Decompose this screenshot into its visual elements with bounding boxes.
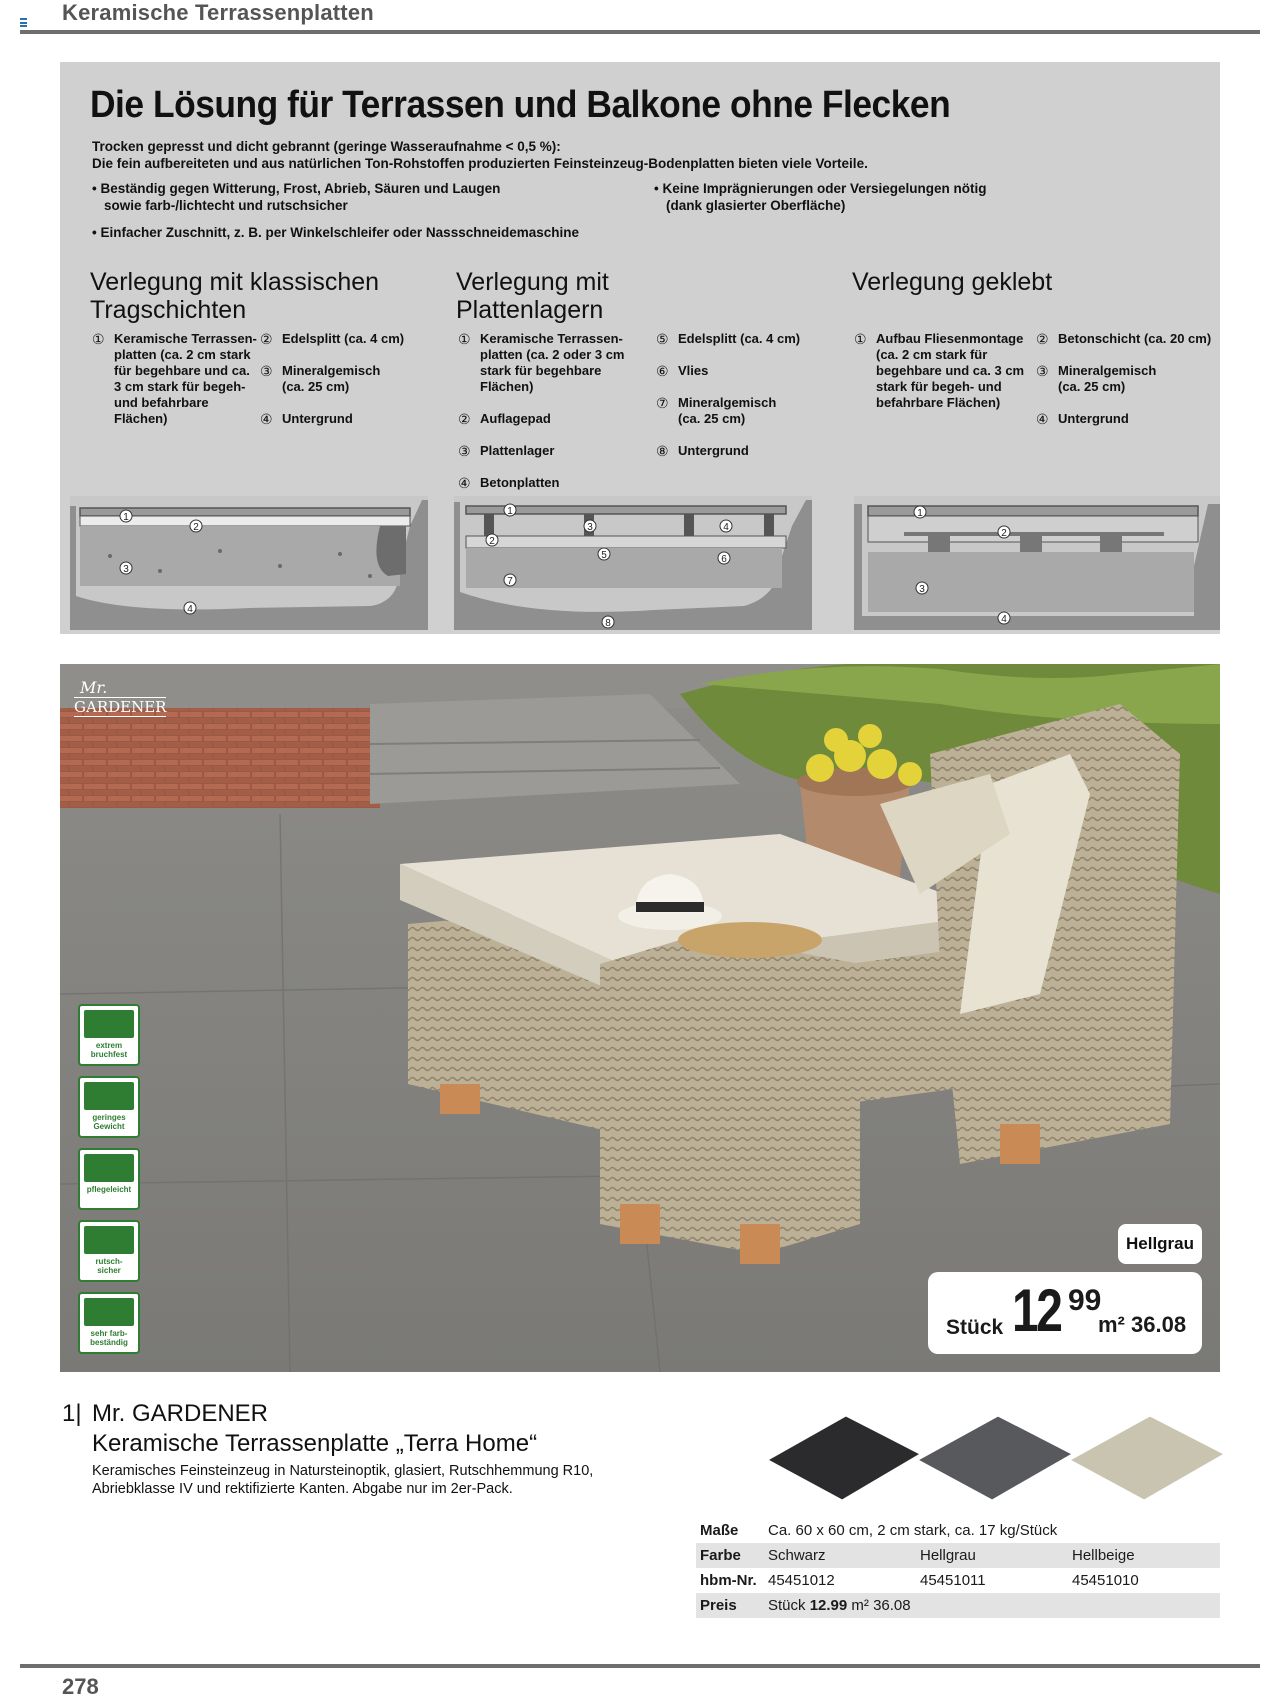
bullet-no-sealing: • Keine Imprägnierungen oder Versiegelungen nötig: [654, 181, 987, 196]
product-desc-line-2: Abriebklasse IV und rektifizierte Kanten. Abgabe nur im 2er-Pack.: [92, 1481, 513, 1497]
section-pedestal-list-1: [458, 331, 658, 507]
swatch-lightbeige: [1070, 1416, 1224, 1500]
logo-mr-text: Mr.: [80, 678, 108, 697]
badge-colorfast: [78, 1292, 140, 1354]
legend-item: ② Betonschicht (ca. 20 cm): [1036, 331, 1212, 347]
legend-item: ③ Mineralgemisch (ca. 25 cm): [1036, 363, 1157, 394]
section-classic-title: [90, 268, 379, 324]
section-pedestal-list-2: [656, 331, 836, 475]
swatch-lightgrey: [918, 1416, 1072, 1500]
diagram-label: 3: [587, 522, 593, 533]
legend-item: ⑤ Edelsplitt (ca. 4 cm): [656, 331, 801, 347]
badge-label: rutsch- sicher: [95, 1257, 123, 1275]
section-classic-list-2: [260, 331, 440, 443]
table-row-farbe: [696, 1543, 1220, 1568]
table-cell: Hellbeige: [1072, 1547, 1135, 1564]
section-glued-title-1: Verlegung geklebt: [852, 268, 1053, 296]
bullet-weather-cont: sowie farb-/lichtecht und rutschsicher: [104, 198, 348, 213]
legend-item: ① Keramische Terrassen- platten (ca. 2 cm stark für begehbare und ca. 3 cm stark für begeh- und befahrbare Flächen): [92, 331, 257, 426]
diagram-label: 5: [601, 550, 607, 561]
badge-lightweight: [78, 1076, 140, 1138]
price-unit: Stück: [946, 1316, 1004, 1339]
product-description: [92, 1462, 612, 1498]
product-brand: Mr. GARDENER: [92, 1400, 269, 1427]
diagram-label: 7: [507, 576, 513, 587]
section-classic-title-1: Verlegung mit klassischen: [90, 268, 380, 296]
bullet-weather: • Beständig gegen Witterung, Frost, Abrieb, Säuren und Laugen: [92, 181, 501, 196]
badge-easy-care: [78, 1148, 140, 1210]
swatch-black: [768, 1416, 920, 1500]
intro-line-1: Trocken gepresst und dicht gebrannt (geringe Wasseraufnahme < 0,5 %):: [92, 139, 561, 154]
section-classic-title-2: Tragschichten: [90, 296, 247, 324]
table-cell: Schwarz: [768, 1547, 826, 1564]
table-row-hbm: [696, 1568, 1220, 1593]
table-header: Farbe: [700, 1547, 741, 1564]
diagram-label: 6: [721, 554, 727, 565]
section-classic-list-1: [92, 331, 262, 443]
bullet-cutting: • Einfacher Zuschnitt, z. B. per Winkelschleifer oder Nassschneidemaschine: [92, 225, 580, 240]
legend-item: ② Edelsplitt (ca. 4 cm): [260, 331, 405, 347]
price-per-m2: m² 36.08: [1098, 1312, 1187, 1337]
price-prefix: Stück: [768, 1597, 806, 1614]
spec-table: [696, 1518, 1220, 1618]
section-pedestal-title-2: Plattenlagern: [456, 296, 604, 324]
page-marker-icon: [20, 18, 27, 27]
table-row-preis: [696, 1593, 1220, 1618]
price-cents: 99: [1068, 1284, 1102, 1317]
diagram-label: 4: [187, 604, 193, 615]
section-glued-title: [852, 268, 1052, 296]
legend-item: ⑦ Mineralgemisch (ca. 25 cm): [656, 395, 777, 426]
table-header: hbm-Nr.: [700, 1572, 757, 1589]
legend-item: ① Keramische Terrassen- platten (ca. 2 oder 3 cm stark für begehbare Flächen): [458, 331, 625, 394]
section-glued-list-2: [1036, 331, 1216, 443]
product-number: 1|: [62, 1400, 82, 1427]
brand-logo: [74, 678, 174, 728]
legend-item: ⑥ Vlies: [656, 363, 709, 379]
table-cell: 45451010: [1072, 1572, 1139, 1589]
legend-item: ④ Untergrund: [1036, 411, 1129, 427]
footer-rule: [20, 1664, 1260, 1668]
badge-label: geringes Gewicht: [92, 1113, 126, 1131]
legend-item: ① Aufbau Fliesenmontage (ca. 2 cm stark für begehbare und ca. 3 cm stark für begeh- und befahrbare Flächen): [854, 331, 1025, 410]
cleaning-icon: [84, 1154, 134, 1182]
diagram-pedestal: [454, 496, 812, 630]
diagram-label: 3: [123, 564, 129, 575]
legend-item: ④ Betonplatten: [458, 475, 560, 491]
feather-icon: [84, 1082, 134, 1110]
sun-snow-icon: [84, 1298, 134, 1326]
legend-item: ② Auflagepad: [458, 411, 551, 427]
logo-gardener-text: GARDENER: [74, 698, 167, 716]
info-intro: [92, 138, 1092, 172]
intro-line-2: Die fein aufbereiteten und aus natürlichen Ton-Rohstoffen produzierten Feinsteinzeug-Bodenplatten bieten viele Vorteile.: [92, 156, 868, 171]
price-value: 12.99: [809, 1597, 848, 1614]
badge-slip-resistant: [78, 1220, 140, 1282]
diagram-label: 1: [917, 508, 923, 519]
diagram-label: 8: [605, 618, 611, 629]
legend-item: ③ Mineralgemisch (ca. 25 cm): [260, 363, 381, 394]
product-desc-line-1: Keramisches Feinsteinzeug in Natursteinoptik, glasiert, Rutschhemmung R10,: [92, 1463, 594, 1479]
diagram-label: 4: [1001, 614, 1007, 625]
table-cell: Ca. 60 x 60 cm, 2 cm stark, ca. 17 kg/Stück: [768, 1522, 1058, 1539]
table-header: Maße: [700, 1522, 739, 1539]
page-section-title: Keramische Terrassenplatten: [62, 0, 374, 25]
badge-label: extrem bruchfest: [90, 1041, 128, 1059]
badge-break-resistant: [78, 1004, 140, 1066]
table-cell-price: [768, 1593, 911, 1618]
tile-swatches: [760, 1410, 1230, 1520]
product-name: Keramische Terrassenplatte „Terra Home“: [92, 1430, 538, 1457]
hammer-icon: [84, 1010, 134, 1038]
diagram-label: 2: [193, 522, 199, 533]
section-pedestal-title-1: Verlegung mit: [456, 268, 609, 296]
section-pedestal-title: [456, 268, 609, 324]
table-row-masse: [696, 1518, 1220, 1543]
price-euros: 12: [1012, 1277, 1061, 1344]
table-cell: Hellgrau: [920, 1547, 976, 1564]
legend-item: ④ Untergrund: [260, 411, 353, 427]
boot-icon: [84, 1226, 134, 1254]
product-photo: [60, 664, 1220, 1372]
diagram-glued: [854, 496, 1220, 630]
badge-label: sehr farb- beständig: [90, 1329, 128, 1347]
table-cell: 45451012: [768, 1572, 835, 1589]
table-header: Preis: [700, 1597, 737, 1614]
price-box: [928, 1272, 1202, 1354]
diagram-label: 2: [489, 536, 495, 547]
section-glued-list-1: [854, 331, 1034, 427]
price-m2: m² 36.08: [851, 1597, 911, 1614]
diagram-label: 1: [123, 512, 129, 523]
table-cell: 45451011: [920, 1572, 986, 1589]
legend-item: ③ Plattenlager: [458, 443, 555, 459]
color-tag: Hellgrau: [1118, 1224, 1202, 1264]
bullet-no-sealing-cont: (dank glasierter Oberfläche): [666, 198, 846, 213]
badge-label: pflegeleicht: [86, 1185, 132, 1194]
diagram-label: 2: [1001, 528, 1007, 539]
legend-item: ⑧ Untergrund: [656, 443, 749, 459]
info-headline: Die Lösung für Terrassen und Balkone ohne Flecken: [90, 84, 951, 126]
page-number: 278: [62, 1674, 99, 1699]
diagram-classic: [70, 496, 428, 630]
diagram-label: 4: [723, 522, 729, 533]
diagram-label: 3: [919, 584, 925, 595]
header-rule: [20, 30, 1260, 34]
diagram-label: 1: [507, 506, 513, 517]
